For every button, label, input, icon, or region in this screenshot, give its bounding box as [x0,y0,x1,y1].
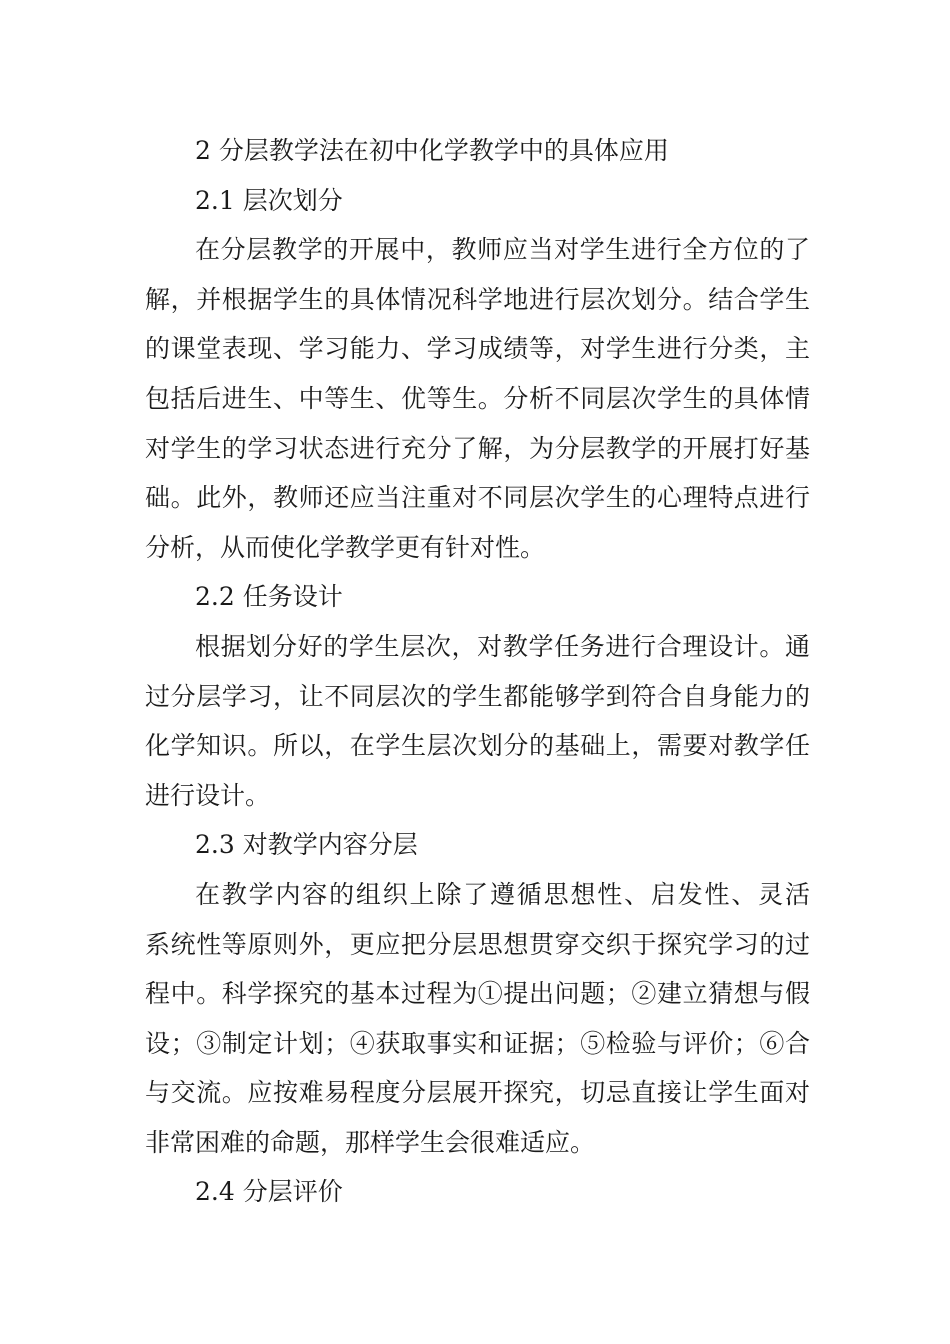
paragraph-line: 在分层教学的开展中，教师应当对学生进行全方位的了 [195,235,810,265]
section-heading-2-2: 2.2 任务设计 [195,582,343,612]
paragraph-line: 化学知识。所以，在学生层次划分的基础上，需要对教学任 [145,731,810,761]
paragraph-line: 与交流。应按难易程度分层展开探究，切忌直接让学生面对 [145,1078,810,1108]
paragraph-line: 设；③制定计划；④获取事实和证据；⑤检验与评价；⑥合 [145,1028,810,1058]
section-heading-2-4: 2.4 分层评价 [195,1177,343,1207]
paragraph-line: 解，并根据学生的具体情况科学地进行层次划分。结合学生 [145,284,810,314]
section-heading-2-3: 2.3 对教学内容分层 [195,830,418,860]
paragraph-line: 非常困难的命题，那样学生会很难适应。 [145,1127,596,1157]
paragraph-line: 包括后进生、中等生、优等生。分析不同层次学生的具体情 [145,383,810,413]
document-page [145,126,810,1217]
paragraph-line: 的课堂表现、学习能力、学习成绩等，对学生进行分类，主 [145,334,810,364]
paragraph-line: 过分层学习，让不同层次的学生都能够学到符合自身能力的 [145,681,810,711]
paragraph-line: 系统性等原则外，更应把分层思想贯穿交织于探究学习的过 [145,929,810,959]
paragraph-line: 对学生的学习状态进行充分了解，为分层教学的开展打好基 [145,433,810,463]
paragraph-line: 分析，从而使化学教学更有针对性。 [145,532,546,562]
paragraph-line: 在教学内容的组织上除了遵循思想性、启发性、灵活 [195,879,810,909]
main-heading: 2 分层教学法在初中化学教学中的具体应用 [195,136,669,165]
paragraph-line: 根据划分好的学生层次，对教学任务进行合理设计。通 [195,631,810,661]
paragraph-line: 进行设计。 [145,780,271,810]
section-heading-2-1: 2.1 层次划分 [195,185,343,215]
paragraph-line: 程中。科学探究的基本过程为①提出问题；②建立猜想与假 [145,979,810,1009]
paragraph-line: 础。此外，教师还应当注重对不同层次学生的心理特点进行 [145,483,810,513]
